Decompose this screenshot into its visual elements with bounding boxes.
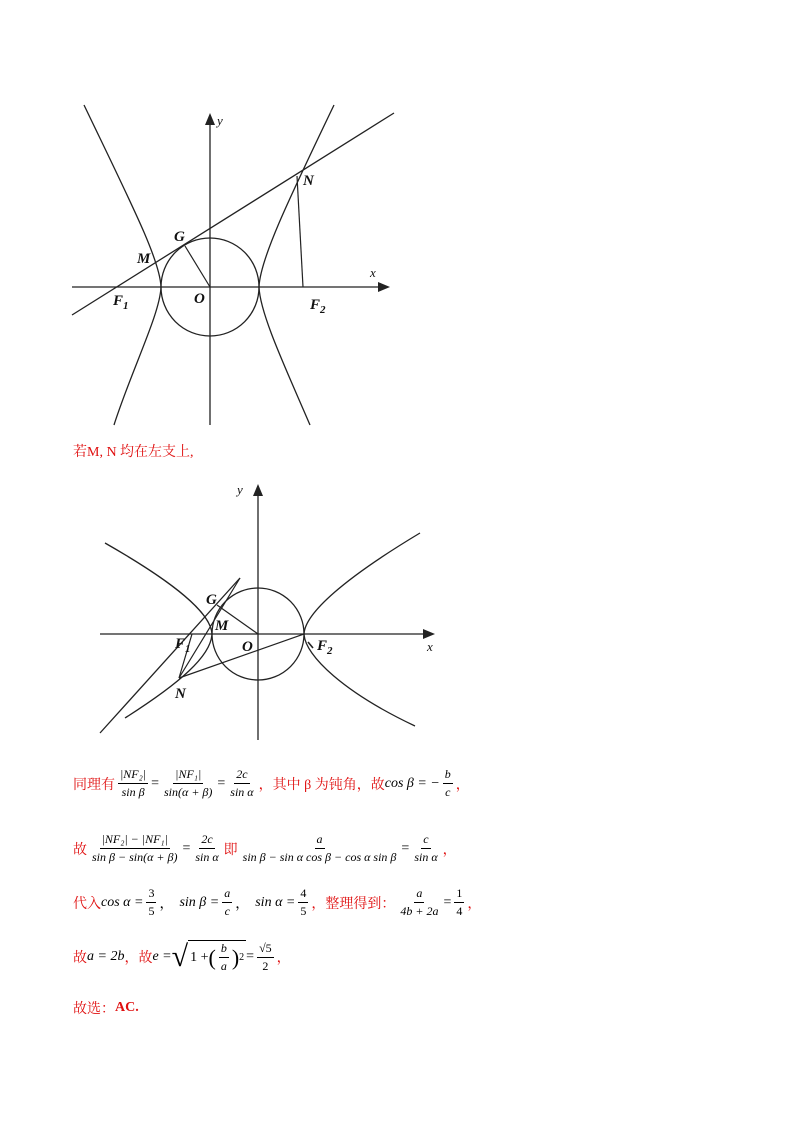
frac-c-over-sina: $\frac{c}{\text{sin α}}$ xyxy=(414,832,438,864)
equals: = xyxy=(151,775,160,791)
comma: ， xyxy=(276,951,291,966)
line-mn xyxy=(72,113,394,315)
frac-2c-over-sina: $\frac{2c}{\text{sin α}}$ xyxy=(230,767,254,799)
frac-b-over-c: $\frac{b}{c}$ xyxy=(444,767,451,799)
line2-mid: 即 xyxy=(223,842,238,858)
frac-a-c: $\frac{a}{c}$ xyxy=(224,886,231,918)
x-axis-arrow xyxy=(378,282,390,292)
frac-diff: $\frac{\text{|NF₂| − |NF₁|}}{\text{sin β − sin(α + β)}}$ xyxy=(92,832,178,864)
text-both-left-branch: 若M, N 均在左支上, xyxy=(73,445,194,460)
line2-prefix: 故 xyxy=(73,842,87,858)
frac-root5-over-2: $\frac{√5}{2}$ xyxy=(259,940,272,973)
comma: ， xyxy=(442,842,457,858)
label-g: G xyxy=(174,229,185,245)
figure-1 xyxy=(60,95,405,435)
line3-mid: ，整理得到： xyxy=(311,896,396,912)
line-mn xyxy=(100,578,240,733)
hyperbola-left-branch xyxy=(105,543,212,718)
one-plus: 1 + xyxy=(190,949,209,965)
equals: = xyxy=(217,775,226,791)
sqrt-expression: √ 1 + ( $\frac{b}{a}$ ) 2 xyxy=(171,940,245,973)
answer-value: AC. xyxy=(115,1000,139,1015)
e-eq: e = xyxy=(152,949,172,964)
line3-prefix: 代入 xyxy=(73,896,101,912)
label-n: N xyxy=(303,173,314,189)
comma: ， xyxy=(455,777,470,793)
y-axis-arrow xyxy=(205,113,215,125)
frac-4-5: $\frac{4}{5}$ xyxy=(300,886,307,918)
line1-prefix: 同理有 xyxy=(73,777,115,793)
y-axis-arrow xyxy=(253,484,263,496)
comma: ， xyxy=(467,896,482,912)
answer-prefix: 故选： xyxy=(73,1002,115,1017)
label-f2: $F_2$ xyxy=(310,297,326,316)
label-m: M xyxy=(215,618,229,634)
line4-mid: ，故 xyxy=(124,951,153,966)
answer-line xyxy=(73,998,139,1018)
label-g: G xyxy=(206,592,217,608)
equation-line-2: 故 $\frac{\text{|NF₂| − |NF₁|}}{\text{sin β − sin(α + β)}}$ = $\frac{2c}{\text{sin α}}$ 即 $\frac{a}{\text{sin β − sin α cos β − cos α sin β}}$ = $\frac{c}{\text{sin α}}$ ， xyxy=(73,832,457,864)
equation-line-1 xyxy=(73,767,470,800)
segment-og xyxy=(185,246,210,287)
label-x: x xyxy=(370,265,376,280)
hyperbola-right-branch xyxy=(259,105,334,425)
equation-line-3: 代入 cos α = $\frac{3}{5}$ ， sin β = $\frac{a}{c}$ ， sin α = $\frac{4}{5}$ ，整理得到： $\frac{a}{4b + 2a}$ = $\frac{1}{4}$ ， xyxy=(73,886,482,918)
frac-a-over-expr: $\frac{a}{\text{sin β − sin α cos β − cos α sin β}}$ xyxy=(242,832,397,864)
frac-2c-over-sina: $\frac{2c}{\text{sin α}}$ xyxy=(195,832,219,864)
label-y: y xyxy=(217,113,223,128)
label-f1: $F_1$ xyxy=(113,293,129,312)
label-f1: $F_1$ xyxy=(175,636,191,655)
label-x: x xyxy=(427,639,433,654)
sin-alpha: sin α = xyxy=(255,894,296,910)
frac-nf2-over-sinb: $\frac{\text{|NF₂|}}{\text{sin β}}$ xyxy=(120,767,147,799)
hyperbola-right-branch xyxy=(304,533,420,726)
sin-beta: sin β = xyxy=(179,894,220,910)
segment-nf2 xyxy=(297,176,303,287)
label-n: N xyxy=(175,686,186,702)
line1-mid: ，其中 β 为钝角，故 xyxy=(258,777,385,793)
label-o: O xyxy=(242,639,253,655)
line4-prefix: 故 xyxy=(73,951,87,966)
frac-nf1-over-sin-ab: $\frac{\text{|NF₁|}}{\sin(\alpha + \beta)}$ xyxy=(164,767,213,799)
frac-3-5: $\frac{3}{5}$ xyxy=(148,886,155,918)
frac-1-4: $\frac{1}{4}$ xyxy=(456,886,463,918)
equals: = xyxy=(246,949,255,964)
squared: 2 xyxy=(239,952,245,963)
cos-beta: cos β = − xyxy=(384,775,440,791)
x-axis-arrow xyxy=(423,629,435,639)
cos-alpha: cos α = xyxy=(101,894,144,910)
label-m: M xyxy=(137,251,151,267)
label-o: O xyxy=(194,291,205,307)
frac-b-over-a: $\frac{b}{a}$ xyxy=(220,941,227,973)
figure-2 xyxy=(95,478,445,743)
frac-a-over-4b2a: $\frac{a}{4b + 2a}$ xyxy=(400,886,439,918)
equation-line-4 xyxy=(73,940,291,974)
a-eq-2b: a = 2b xyxy=(87,949,125,964)
label-f2: $F_2$ xyxy=(317,638,333,657)
label-y: y xyxy=(237,482,243,497)
